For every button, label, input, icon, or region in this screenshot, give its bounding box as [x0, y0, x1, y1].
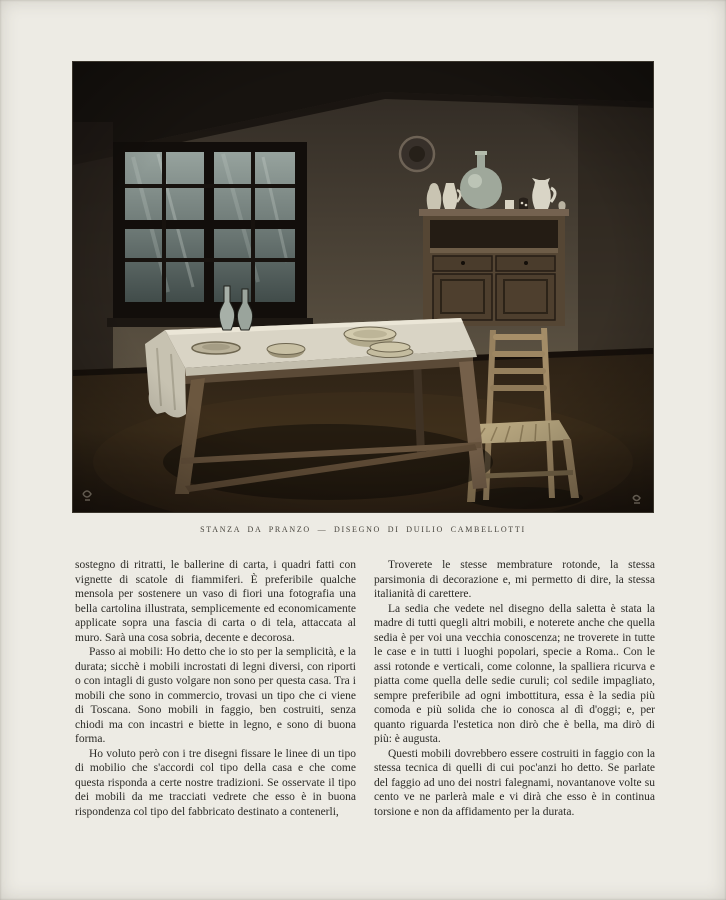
paragraph: Passo ai mobili: Ho detto che io sto per la semplicità, e la durata; sicchè i mobili incrostati di legni diversi, con riporti o con intagli di gusto volgare non sono per questa casa. Tra i mobili che sono in commercio, trovasi un tipo che ci viene di Toscana. Sono mobili in faggio, ben costruiti, senza chiodi ma con incastri e biette in legno, e sono di buona forma.	[75, 646, 356, 745]
paragraph: Troverete le stesse membrature rotonde, la stessa parsimonia di decorazione e, mi permetto di dire, la stessa italianità di carettere.	[374, 559, 655, 600]
paragraph: La sedia che vedete nel disegno della saletta è stata la madre di tutti quegli altri mobili, e noterete anche che quella sedia è per voi una vecchia conoscenza; ne troverete in tutte le case e in tutti i luoghi popolari, specie a Roma.. Con le assi rotonde e verticali, come colonne, la spalliera ricurva e piatta come quella delle sedie curuli; col sedile impagliato, sempre preferibile ad ogni imbottitura, essa è la sedia più comoda e più solida che io conosca al dì d'oggi; e, per quanto riguarda l'estetica non dirò che è bella, ma dirò di più: è augusta.	[374, 602, 655, 745]
dining-room-scene	[73, 62, 653, 512]
paragraph: Questi mobili dovrebbero essere costruiti in faggio con la stessa tecnica di quelli di cui poc'anzi ho detto. Se parlate del faggio ad uno dei nostri falegnami, novantanove volte su cento ve ne parlerà male e vi dirà che esso è in continua torsione e non da affidamento per la durata.	[374, 747, 655, 818]
paragraph: Ho voluto però con i tre disegni fissare le linee di un tipo di mobilio che s'accordi col tipo della casa e che come questa risponda a certe nostre tradizioni. Se osservate il tipo dei mobili da me tracciati vedrete che esso è in buona rispondenza col tipo del fabbricato destinato a contenerli,	[75, 747, 356, 818]
right-column	[374, 558, 655, 858]
dining-room-illustration	[73, 62, 653, 512]
text-columns	[75, 558, 655, 858]
left-column	[75, 558, 356, 858]
illustration-caption: STANZA DA PRANZO — DISEGNO DI DUILIO CAMBELLOTTI	[200, 525, 526, 534]
paragraph: sostegno di ritratti, le ballerine di carta, i quadri fatti con vignette di scatole di fiammiferi. È preferibile qualche mensola per sostenere un vaso di fiori una fotografia una bella cartolina illustrata, semplicemente ed economicamente applicate sopra una fascia di carta o di tela, attaccata al muro. Sarà una cosa sobria, decente e decorosa.	[75, 559, 356, 644]
illustration-figure	[73, 62, 653, 534]
